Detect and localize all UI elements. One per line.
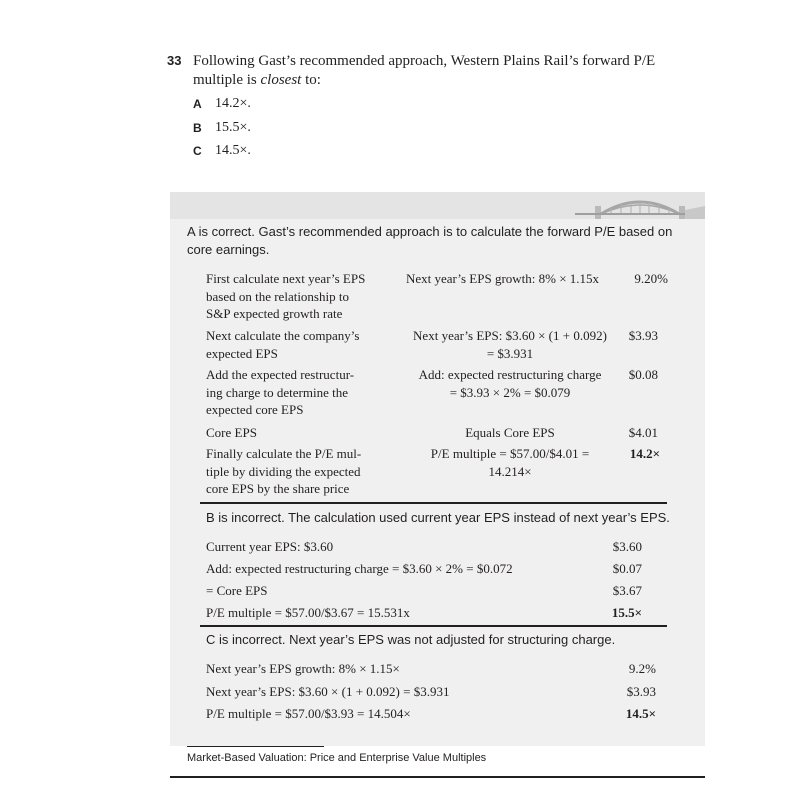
divider: [200, 502, 667, 504]
b-row-value: 15.5×: [611, 605, 642, 620]
step-calc: Equals Core EPS: [465, 425, 555, 440]
option-letter: A: [193, 97, 202, 111]
step-desc: Next calculate the company’s expected EPS: [206, 328, 360, 361]
option-letter: C: [193, 144, 202, 158]
divider: [200, 625, 667, 627]
c-row-value: 9.2%: [628, 661, 656, 676]
c-row-value: $3.93: [626, 684, 656, 699]
step-desc: Add the expected restructur- ing charge to determine the expected core EPS: [206, 367, 355, 417]
step-desc: First calculate next year’s EPS based on the relationship to S&P expected growth rate: [206, 271, 366, 321]
c-row-value: 14.5×: [625, 706, 656, 721]
answer-intro: A is correct. Gast’s recommended approach is to calculate the forward P/E based on core earnings.: [187, 224, 673, 257]
step-desc: Finally calculate the P/E mul- tiple by dividing the expected core EPS by the share price: [206, 446, 362, 496]
source-rule: [187, 746, 324, 747]
question-number: 33: [167, 53, 182, 68]
option-letter: B: [193, 121, 202, 135]
step-result: $3.93: [628, 328, 658, 343]
b-row-label: Add: expected restructuring charge = $3.60 × 2% = $0.072: [206, 561, 513, 576]
b-row-label: P/E multiple = $57.00/$3.67 = 15.531x: [206, 605, 410, 620]
option-text: 14.2×.: [215, 96, 251, 111]
step-result: $4.01: [628, 425, 658, 440]
step-calc: P/E multiple = $57.00/$4.01 = 14.214×: [430, 446, 590, 479]
b-row-value: $3.60: [612, 539, 642, 554]
bridge-icon: [575, 192, 705, 219]
b-row-value: $0.07: [612, 561, 642, 576]
step-result: 9.20%: [634, 271, 668, 286]
c-heading: C is incorrect. Next year’s EPS was not adjusted for structuring charge.: [206, 632, 616, 647]
step-calc: Next year’s EPS: $3.60 × (1 + 0.092) = $3.931: [413, 328, 607, 361]
step-result: $0.08: [628, 367, 658, 382]
c-row-label: Next year’s EPS: $3.60 × (1 + 0.092) = $3.931: [206, 684, 450, 699]
option-text: 15.5×.: [215, 120, 251, 135]
b-row-value: $3.67: [612, 583, 642, 598]
question-text: Following Gast’s recommended approach, Western Plains Rail’s forward P/E multiple is closest to:: [193, 53, 656, 88]
bottom-divider: [170, 776, 705, 778]
option-text: 14.5×.: [215, 143, 251, 158]
step-result: 14.2×: [629, 446, 660, 461]
b-row-label: = Core EPS: [206, 583, 268, 598]
source-reading: Market-Based Valuation: Price and Enterprise Value Multiples: [187, 752, 487, 764]
c-row-label: P/E multiple = $57.00/$3.93 = 14.504×: [206, 706, 411, 721]
step-desc: Core EPS: [206, 425, 257, 440]
step-calc: Next year’s EPS growth: 8% × 1.15x: [406, 271, 600, 286]
c-row-label: Next year’s EPS growth: 8% × 1.15×: [206, 661, 400, 676]
step-calc: Add: expected restructuring charge = $3.93 × 2% = $0.079: [418, 367, 602, 400]
b-row-label: Current year EPS: $3.60: [206, 539, 334, 554]
b-heading: B is incorrect. The calculation used current year EPS instead of next year’s EPS.: [206, 510, 670, 525]
